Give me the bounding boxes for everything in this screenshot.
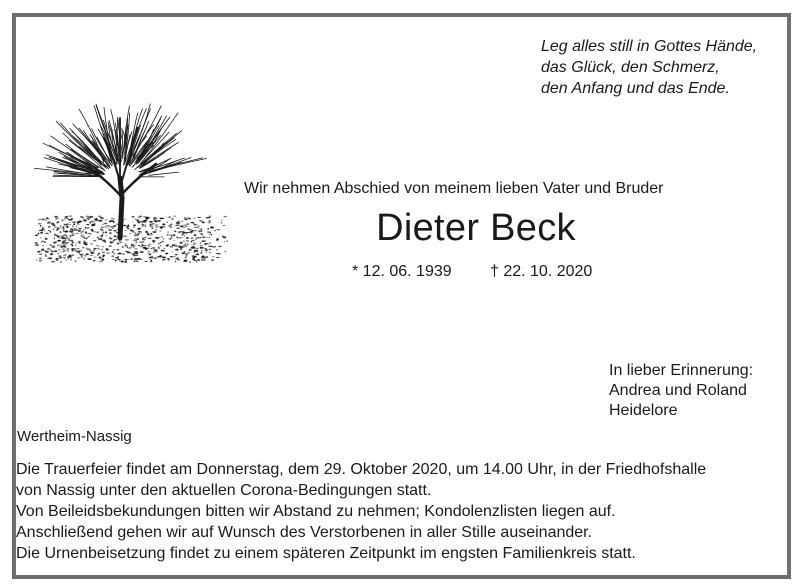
leaf-speck xyxy=(101,259,104,261)
leaf-speck xyxy=(178,259,180,260)
leaf-speck xyxy=(142,251,144,252)
leaf-speck xyxy=(188,252,190,253)
leaf-speck xyxy=(94,257,97,258)
leaf-speck xyxy=(39,253,42,255)
leaf-speck xyxy=(119,260,120,262)
leaf-speck xyxy=(182,252,185,254)
leaf-speck xyxy=(163,259,166,260)
leaf-speck xyxy=(183,261,187,262)
leaf-speck xyxy=(74,260,76,262)
leaf-speck xyxy=(90,255,93,256)
leaf-speck xyxy=(115,260,117,262)
birth-date: * 12. 06. 1939 xyxy=(352,263,452,280)
leaf-speck xyxy=(64,250,66,251)
poem-line: den Anfang und das Ende. xyxy=(541,80,730,97)
leaf-speck xyxy=(216,257,219,258)
leaf-speck xyxy=(51,251,54,253)
leaf-speck xyxy=(83,258,85,259)
leaf-speck xyxy=(125,251,129,252)
notice-line: von Nassig unter den aktuellen Corona-Bedingungen statt. xyxy=(16,482,432,499)
leaf-speck xyxy=(194,256,198,258)
leaf-speck xyxy=(39,258,42,259)
leaf-speck xyxy=(196,261,197,262)
leaf-speck xyxy=(45,254,47,256)
notice-line: Die Trauerfeier findet am Donnerstag, dem 29. Oktober 2020, um 14.00 Uhr, in der Friedhofshalle xyxy=(16,461,707,478)
memory-line: Heidelore xyxy=(609,402,678,419)
leaf-speck xyxy=(201,256,204,258)
leaf-speck xyxy=(196,253,198,254)
leaf-speck xyxy=(60,261,62,263)
leaf-speck xyxy=(197,254,200,255)
leaf-speck xyxy=(72,254,74,256)
leaf-speck xyxy=(60,257,62,258)
leaf-speck xyxy=(194,260,197,261)
leaf-speck xyxy=(50,253,53,255)
leaf-speck xyxy=(121,261,124,263)
memory-line: Andrea und Roland xyxy=(609,382,747,399)
leaf-speck xyxy=(54,250,58,252)
tree-branch xyxy=(122,128,123,154)
leaf-speck xyxy=(119,253,123,254)
leaf-speck xyxy=(147,251,150,253)
leaf-speck xyxy=(186,254,188,255)
leaf-speck xyxy=(166,253,167,254)
leaf-speck xyxy=(185,255,187,257)
notice-line: Von Beileidsbekundungen bitten wir Abstand zu nehmen; Kondolenzlisten liegen auf. xyxy=(16,503,616,520)
leaf-speck xyxy=(133,251,137,253)
leaf-speck xyxy=(141,259,143,260)
memory-line: In lieber Erinnerung: xyxy=(609,362,754,379)
leaf-speck xyxy=(130,252,132,253)
place-name: Wertheim-Nassig xyxy=(17,428,132,445)
funeral-notice xyxy=(16,459,706,564)
leaf-speck xyxy=(130,258,133,260)
deceased-name: Dieter Beck xyxy=(376,207,576,249)
leaf-speck xyxy=(70,256,71,258)
leaf-speck xyxy=(117,259,121,260)
leaf-speck xyxy=(70,259,72,261)
leaf-speck xyxy=(39,260,43,262)
leaf-speck xyxy=(168,259,171,261)
leaf-speck xyxy=(138,258,141,260)
leaf-speck xyxy=(56,260,59,261)
leaf-speck xyxy=(66,260,68,261)
leaf-speck xyxy=(201,259,204,261)
leaf-speck xyxy=(154,257,157,258)
leaf-speck xyxy=(45,256,47,257)
leaf-speck xyxy=(60,251,61,252)
leaf-speck xyxy=(122,254,125,255)
leaf-speck xyxy=(51,261,55,262)
death-date: † 22. 10. 2020 xyxy=(490,263,593,280)
leaf-speck xyxy=(48,257,52,259)
leaf-speck xyxy=(201,250,203,251)
leaf-speck xyxy=(185,257,187,258)
leaf-speck xyxy=(134,259,137,260)
leaf-speck xyxy=(117,256,119,257)
leaf-speck xyxy=(78,251,80,253)
leaf-speck xyxy=(86,253,89,255)
notice-line: Die Urnenbeisetzung findet zu einem späteren Zeitpunkt im engsten Familienkreis statt. xyxy=(16,545,636,562)
leaf-speck xyxy=(37,252,39,253)
leaf-speck xyxy=(206,256,209,258)
leaf-speck xyxy=(84,255,86,256)
leaf-speck xyxy=(88,259,91,260)
leaf-speck xyxy=(64,254,66,255)
leaf-speck xyxy=(68,258,69,259)
leaf-speck xyxy=(89,250,91,252)
leaf-speck xyxy=(157,256,160,257)
leaf-speck xyxy=(36,259,37,260)
poem-line: Leg alles still in Gottes Hände, xyxy=(541,38,758,55)
leaf-speck xyxy=(93,260,95,261)
leaf-speck xyxy=(205,251,206,253)
leaf-speck xyxy=(216,253,219,254)
leaf-speck xyxy=(150,253,152,255)
leaf-speck xyxy=(137,252,138,253)
leaf-speck xyxy=(111,255,114,257)
leaf-speck xyxy=(57,253,58,255)
leaf-speck xyxy=(189,261,191,263)
leaf-speck xyxy=(113,252,114,253)
leaf-speck xyxy=(128,259,130,260)
leaf-speck xyxy=(67,257,70,258)
leaf-speck xyxy=(90,252,94,253)
leaf-speck xyxy=(58,255,62,256)
leaf-speck xyxy=(155,250,156,252)
leaf-speck xyxy=(212,256,215,257)
leaf-speck xyxy=(173,256,176,258)
leaf-speck xyxy=(171,252,172,253)
leaf-speck xyxy=(63,257,66,258)
leaf-speck xyxy=(133,261,137,262)
leaf-speck xyxy=(153,252,156,253)
leaf-speck xyxy=(63,255,65,256)
leaf-speck xyxy=(97,254,100,255)
leaf-speck xyxy=(75,250,77,251)
poem-line: das Glück, den Schmerz, xyxy=(541,59,720,76)
leaf-speck xyxy=(77,257,80,258)
leaf-speck xyxy=(197,259,200,261)
leaf-speck xyxy=(175,258,178,259)
leaf-speck xyxy=(99,256,101,257)
leaf-speck xyxy=(124,261,126,263)
notice-line: Anschließend gehen wir auf Wunsch des Verstorbenen in aller Stille auseinander. xyxy=(16,524,593,541)
leaf-speck xyxy=(175,254,178,256)
leaf-speck xyxy=(170,256,173,258)
leaf-speck xyxy=(162,256,166,258)
leaf-speck xyxy=(145,261,148,262)
intro-text: Wir nehmen Abschied von meinem lieben Vater und Bruder xyxy=(244,180,664,197)
leaf-speck xyxy=(81,256,83,258)
leaf-speck xyxy=(200,252,202,253)
leaf-speck xyxy=(224,251,226,252)
leaf-speck xyxy=(106,252,110,254)
leaf-speck xyxy=(149,257,152,258)
leaf-speck xyxy=(192,258,195,260)
leaf-speck xyxy=(72,250,74,251)
leaf-speck xyxy=(114,253,116,255)
leaf-speck xyxy=(102,251,105,253)
leaf-speck xyxy=(79,253,81,254)
leaf-speck xyxy=(80,254,84,256)
leaf-speck xyxy=(99,261,103,263)
leaf-speck xyxy=(43,250,46,251)
tree-branch xyxy=(149,172,179,175)
leaf-speck xyxy=(97,255,99,256)
leaf-speck xyxy=(149,258,150,260)
leaf-speck xyxy=(209,252,212,253)
leaf-speck xyxy=(211,259,214,261)
memory-signature xyxy=(609,361,753,421)
leaf-speck xyxy=(124,259,127,261)
leaf-speck xyxy=(175,260,177,262)
leaf-speck xyxy=(150,261,152,263)
leaf-speck xyxy=(133,255,137,256)
leaf-speck xyxy=(102,255,103,257)
leaf-speck xyxy=(112,259,114,260)
leaf-speck xyxy=(67,250,69,252)
poem xyxy=(541,36,757,99)
